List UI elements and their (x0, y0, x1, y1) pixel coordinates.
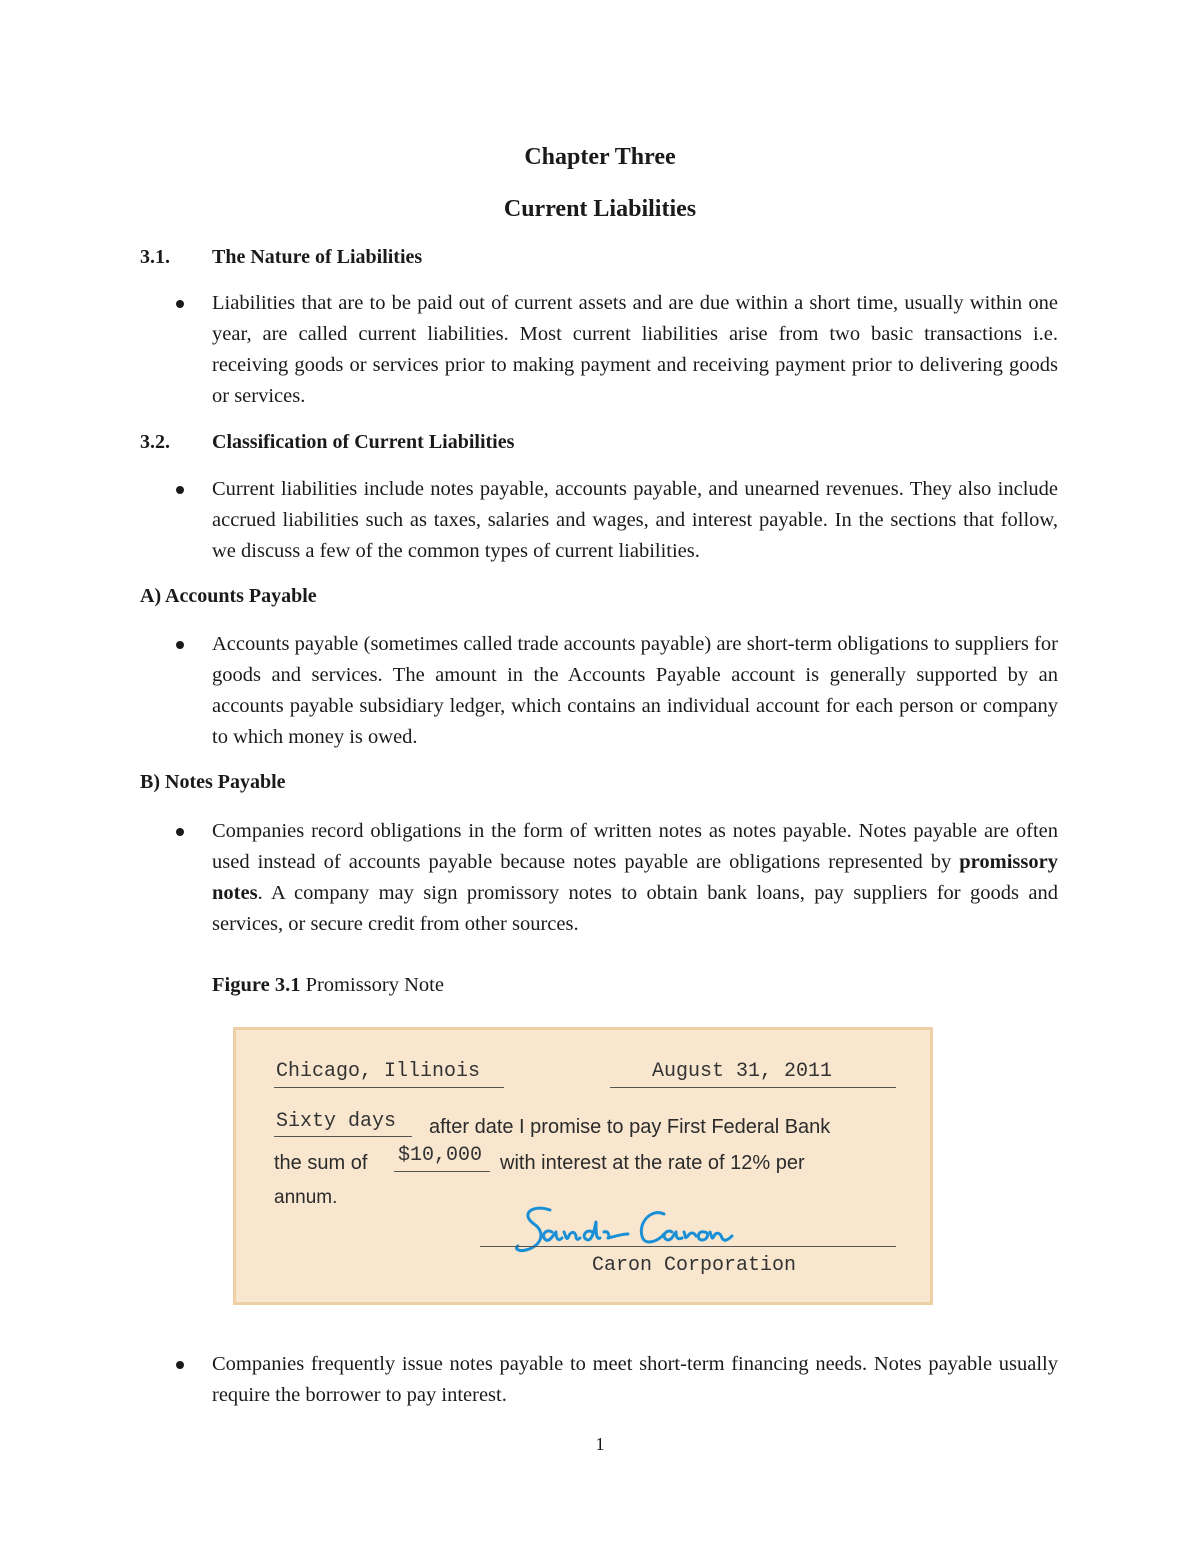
signature-line (480, 1246, 896, 1247)
section-title: Classification of Current Liabilities (212, 431, 515, 453)
bullet-icon (176, 486, 184, 494)
paragraph (212, 816, 1058, 940)
subsection-heading-notes-payable: B) Notes Payable (140, 771, 286, 793)
underline (610, 1087, 896, 1088)
subsection-heading-accounts-payable: A) Accounts Payable (140, 585, 317, 607)
note-promise-text: after date I promise to pay First Federal Bank (429, 1116, 831, 1138)
figure-caption (212, 974, 444, 997)
note-sum-label: the sum of (274, 1152, 368, 1174)
chapter-subtitle: Current Liabilities (503, 196, 697, 222)
list-item (140, 629, 1058, 755)
paragraph: Accounts payable (sometimes called trade accounts payable) are short-term obligations to suppliers for goods and services. The amount in the Accounts Payable account is generally supported by an accounts payable subsidiary ledger, which contains an individual account for each person or company to which money is owed. (212, 633, 1058, 748)
bullet-icon (176, 1361, 184, 1369)
page-number: 1 (595, 1434, 605, 1454)
paragraph: Liabilities that are to be paid out of current assets and are due within a short time, usually within one year, are called current liabilities. Most current liabilities arise from two basic transactions i.e. receiving goods or services prior to making payment and receiving payment prior to delivering goods or services. (212, 292, 1058, 407)
text-run: Companies record obligations in the form of written notes as notes payable. Notes payable are often used instead of accounts payable because notes payable are obligations represented by (212, 820, 1058, 873)
text-run: . A company may sign promissory notes to obtain bank loans, pay suppliers for goods and services, or secure credit from other sources. (212, 882, 1058, 935)
paragraph: Companies frequently issue notes payable to meet short-term financing needs. Notes payable usually require the borrower to pay interest. (212, 1353, 1058, 1406)
figure-label: Figure 3.1 (212, 974, 301, 996)
bold-term: promissory notes (212, 851, 1058, 904)
chapter-title: Chapter Three (524, 144, 676, 170)
list-item (140, 816, 1058, 942)
section-number: 3.2. (140, 431, 170, 453)
note-interest-text: with interest at the rate of 12% per (500, 1152, 805, 1174)
note-amount: $10,000 (398, 1144, 483, 1167)
underline (274, 1136, 412, 1137)
section-title: The Nature of Liabilities (212, 246, 423, 268)
list-item (140, 1349, 1058, 1413)
bullet-icon (176, 828, 184, 836)
note-place: Chicago, Illinois (276, 1060, 481, 1083)
promissory-note-figure (233, 1027, 933, 1305)
figure-title: Promissory Note (300, 974, 444, 996)
section-number: 3.1. (140, 246, 170, 268)
note-date: August 31, 2011 (652, 1060, 833, 1083)
paragraph: Current liabilities include notes payable, accounts payable, and unearned revenues. They also include accrued liabilities such as taxes, salaries and wages, and interest payable. In the sections that follow, we discuss a few of the common types of current liabilities. (212, 478, 1058, 562)
bullet-icon (176, 300, 184, 308)
list-item (140, 288, 1058, 414)
list-item (140, 474, 1058, 569)
underline (394, 1171, 490, 1172)
note-term: Sixty days (276, 1110, 397, 1133)
note-annum-text: annum. (274, 1187, 338, 1208)
note-signer: Caron Corporation (592, 1254, 797, 1277)
underline (274, 1087, 504, 1088)
bullet-icon (176, 641, 184, 649)
